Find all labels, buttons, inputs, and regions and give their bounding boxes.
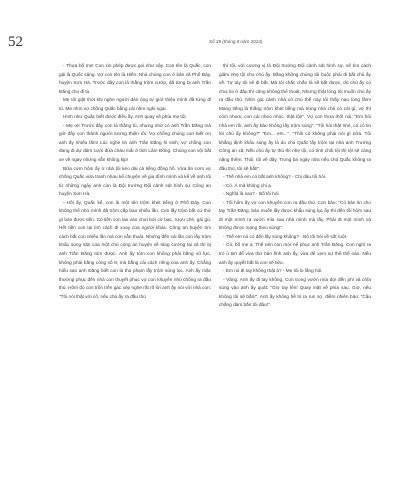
paragraph: - Em nó đi tay không thật à? - Mẹ tôi lo lắng hỏi. xyxy=(223,268,323,274)
paragraph: - Nghĩa là sao? - Bố tôi hỏi. xyxy=(223,191,280,197)
paragraph: - Vâng. Anh ấy đi tay không. Con trong vườn mía đợi đến phí và chĩa súng vào anh ấy quát: "Giơ tay lên! Quay mặt về phía sau. Giơ, nếu không tôi sẽ bắn!". Anh ấy không hề tỏ ra run sợ, điềm nhiên bảo: "Cậu chẳng dám bắn tôi đâu!". xyxy=(219,276,371,308)
paragraph: - Hồi ấy, Quắc kể, con là một tên trộm khét tiếng ở Phố Đáy. Con không thể nhớ mình đã trộm cắp bao nhiêu lần. Con lấy trộm bất cứ thứ gì bán được tiền. Có tiền con lao vào chơi bời cờ bạc, rượu chè, gái gú. Hết tiền con lại tìm cách đi xoay của người khác. Công an huyện tìm cách bắt con nhiều lần mà con vẫn thoát. Nhưng đến cái lần con lấy trộm khẩu súng săn của một chủ công an huyện về tàng cướng tại xã thì bị anh Trần Đăng tóm được. Anh ấy tóm con không phải bằng vũ lực, không phải bằng công số 8, mà bằng cái cách riêng của anh ấy. Chẳng hiểu sao anh Đăng biết con là thủ phạm lấy trộm súng lục. Anh ấy mặc thường phục đến nhà con thuyết phục vợ con khuyên nhủ chồng ra đầu thú. Hôm đó con trốn trên gác xép nghe rất rõ lời anh ấy nói với nhà con: "Tôi nói thật với cô, nếu chú ấy ra đầu thú xyxy=(59,199,211,299)
paragraph: - Thưa bố mẹ! Con xin phép được gọi như vậy. Con tên là Quắc, con gái là Quốc sáng. Vợ con tên là Hiền. Nhà chúng con ở bản xã Phố Đáy, huyện Sơn Hà. Trước đây con là thằng trộm cướp, đã từng bị anh Trần Đăng cho đi tù. xyxy=(59,63,211,94)
paragraph: - Mẹ ơi! Trước đây con là thằng tù, nhưng nhờ có anh Trần Đăng mà giờ đây con thành người lương thiện rồi. Vợ chồng chúng con biết ơn anh ấy nhiều lắm! Lúc nghe tin anh Trần Đăng hi sinh, vợ chồng con đang đi dự đám cưới đứa cháu mãi ở tỉnh Lâm Đồng. Chúng con vội bắt xe về ngay nhưng vẫn không kịp! xyxy=(59,122,211,163)
paragraph: Bữa cơm hôm ấy ở nhà tôi kéo dài cả tiếng đồng hồ. Vừa ăn cơm vợ chồng Quắc vừa tranh nhau kể chuyện về gia đình mình và kể về anh tôi từ những ngày anh còn là Đội trưởng Đội cảnh sát hình sự Công an huyện Sơn Hà. xyxy=(59,165,211,197)
paragraph: - Thế em nó có đến lấy súng không? - Bố tôi hỏi về sốt ruột. xyxy=(223,233,348,239)
page-number: 52 xyxy=(8,34,23,50)
paragraph: Mẹ tôi giật thót khi nghe người đàn ông tự giới thiệu mình đã từng đi tù. Mẹ nhìn vợ chồng Quắc bằng cái nhìn nghi ngại. xyxy=(59,97,211,111)
paragraph: - Có. À mà không chị ạ. xyxy=(223,182,272,188)
paragraph: - Thế nhà em có bắt anh không? - Chị dâu tôi hỏi. xyxy=(223,174,327,180)
paragraph: - Có, bố mẹ ạ. Thế nên con mới nể phục anh Trần Đăng. Con nghĩ ra trò ú tim để vừa thử bản lĩnh anh ấy, vừa để xem sự thể thế nào. Nếu anh ấy quyết bắt là con sẽ tiêu. xyxy=(219,242,371,265)
right-column xyxy=(219,62,371,310)
paragraph: Hình như Quắc biết được điều ấy. Anh quay về phía mẹ tôi: xyxy=(63,114,187,120)
paragraph: - Tối hôm ấy vợ con khuyên con ra đầu thú. Con bảo: "Có bản tin cho tay Trần Đăng, bảo muốn lấy được khẩu súng lục ấy thì đến tối hôm sau đi một mình ra vườn mía sau nhà mình mà lấy. Phải đi một mình và không được mang theo súng!". xyxy=(219,199,371,231)
left-column xyxy=(59,62,211,301)
issue-label: Số 39 (tháng 8 năm 2024) xyxy=(209,39,263,44)
paragraph: thì tội, với cương vị là Đội trưởng Đội cảnh sát hình sự, sẽ tìm cách giảm nhẹ tội cho chú ấy. Bằng không chúng tôi buộc phải đi bắt chú ấy về. Tự tay tôi sẽ đi bắt. Mà tôi chắc chắn là sẽ bắt được, dù chú ấy có chui lủi ở đâu thì cũng không thể thoát. Nhưng thật lòng tôi muốn chú ấy ra đầu thú. Nhìn gia cảnh nhà cô chú thế này tôi thấy nao lòng lắm! Mang tiếng là thằng trộm khét tiếng mà trong nhà chả có cái gì, vợ thì còm nhom, con cái nheo nhóc, thật tội!". Vợ con thưa thốt nói: "Em hỏi nhà em rồi, anh ấy bảo không lấy trộm súng". "Tôi hỏi thật nhé, có cô tin lời chú ấy không?" "Em... em...". "Thôi cô không phải nói gì nữa. Tôi khẳng định khẩu súng ấy là do chú Quắc lấy trộm tại nhà anh Trưởng Công an xã. Nếu chú ấy tự thú thì nhẹ tội, có tình chối tội thì tội sẽ càng nặng thêm. Thôi, tôi về đây. Trong ba ngày nữa nếu chú Quắc không ra đầu thú, tôi sẽ bắt!". xyxy=(219,63,371,171)
